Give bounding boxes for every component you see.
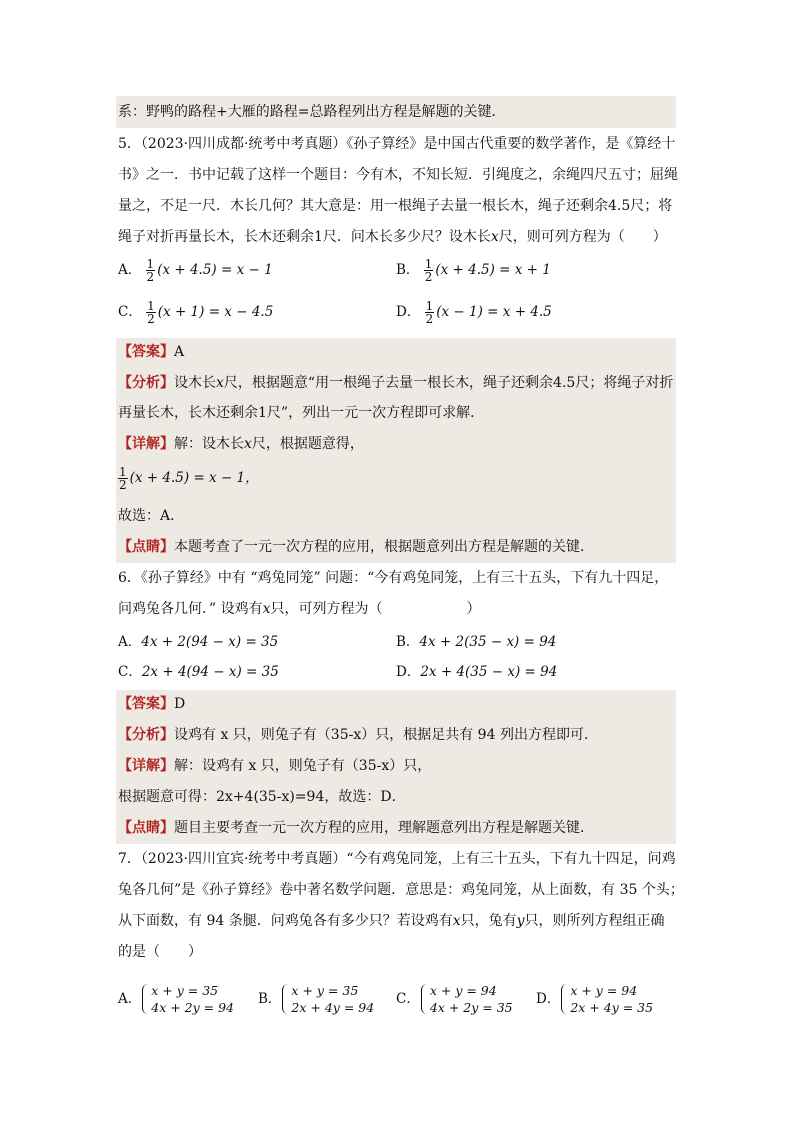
q5-stem-line-3: 量之，不足一尺．木长几何？其大意是：用一根绳子去量一根长木，绳子还剩余4.5尺；将 [118,198,673,214]
equation-system: x + y = 94 2x + 4y = 35 [560,982,653,1016]
q6-detail-2: 根据题意可得：2x+4(35-x)=94，故选：D． [118,789,406,805]
option-label: B． [396,262,420,278]
analysis-tag: 【分析】 [118,375,174,391]
analysis-tag: 【分析】 [118,727,174,743]
option-expression: 4x + 2(94 − x) = 35 [141,634,279,650]
q5-comment: 【点睛】本题考查了一元一次方程的应用，根据题意列出方程是解题的关键． [118,539,594,555]
q6-option-d[interactable] [396,662,557,682]
q5-analysis-line-2: 再量长木，长木还剩余1尺”，列出一元一次方程即可求解． [118,405,485,421]
q7-option-a[interactable] [118,982,234,1016]
fraction: $\frac{1}{2}$ [425,299,434,326]
q5-option-c[interactable] [118,300,273,325]
option-label: C． [118,664,142,680]
q6-option-b[interactable] [396,632,556,652]
q5-stem-line-1: 5．（2023·四川成都·统考中考真题）《孙子算经》是中国古代重要的数学著作，是《算经十 [118,136,676,152]
fraction: $\frac{1}{2}$ [424,257,433,284]
answer-value: A [174,344,185,360]
equation-system: x + y = 35 4x + 2y = 94 [141,982,234,1016]
option-label: A． [118,634,142,650]
answer-tag: 【答案】 [118,696,174,712]
q5-stem-line-4 [118,227,667,247]
q7-stem-line-3: 从下面数，有 94 条腿．问鸡兔各有多少只？若设鸡有x只，兔有y只，则所列方程组正确 [118,913,665,929]
q5-detail-line-1: 【详解】解：设木长x尺，根据题意得， [118,436,364,452]
q6-stem-line-2: 问鸡兔各几何．” 设鸡有x只，可列方程为（ ） [118,601,481,617]
q7-stem-line-2: 兔各几何”是《孙子算经》卷中著名数学问题．意思是：鸡兔同笼，从上面数，有 35 个头； [118,882,684,898]
answer-value: D [174,696,186,712]
option-expression: (x + 4.5) = x + 1 [435,262,551,278]
q5-option-a[interactable] [118,258,273,283]
option-label: A． [118,991,142,1007]
q5-option-d[interactable] [396,300,552,325]
option-label: D． [536,991,561,1007]
detail-tag: 【详解】 [118,436,174,452]
q7-variable-x: x [452,913,461,929]
option-label: C． [396,991,420,1007]
q5-answer [118,342,184,362]
option-expression: 4x + 2(35 − x) = 94 [419,634,557,650]
q7-option-d[interactable] [536,982,653,1016]
answer-tag: 【答案】 [118,344,174,360]
q6-detail: 【详解】解：设鸡有 x 只，则兔子有（35-x）只， [118,758,432,774]
detail-tag: 【详解】 [118,758,174,774]
q7-variable-y: y [516,913,525,929]
option-label: D． [396,304,421,320]
fraction: $\frac{1}{2}$ [147,299,155,326]
comment-tag: 【点睛】 [118,820,174,836]
equation-system: x + y = 94 4x + 2y = 35 [420,982,513,1016]
q5-option-b[interactable] [396,258,551,283]
q4-tail-text: 系：野鸭的路程+大雁的路程=总路程列出方程是解题的关键． [118,104,506,120]
q6-option-c[interactable] [118,662,279,682]
q6-answer [118,694,185,714]
q7-stem-line-1: 7．（2023·四川宜宾·统考中考真题）“今有鸡兔同笼，上有三十五头，下有九十四足，问鸡 [118,851,676,867]
q6-analysis: 【分析】设鸡有 x 只，则兔子有（35-x）只，根据足共有 94 列出方程即可． [118,727,598,743]
option-label: D． [396,664,421,680]
q6-stem-line-1: 6．《孙子算经》中有 “鸡兔同笼” 问题：“今有鸡兔同笼，上有三十五头，下有九十四足， [118,570,669,586]
option-label: A． [118,262,142,278]
q5-detail-equation: $\frac{1}{2}$ (x + 4.5) = x − 1， [119,465,259,492]
option-label: C． [118,304,142,320]
q6-option-a[interactable] [118,632,278,652]
option-expression: (x − 1) = x + 4.5 [436,304,552,320]
q6-variable-x: x [262,601,271,617]
option-label: B． [258,991,282,1007]
q7-stem-line-4: 的是（ ） [118,944,202,960]
option-expression: (x + 4.5) = x − 1 [157,262,273,278]
q5-stem-text-b: 尺，则可列方程为（ ） [498,229,667,245]
option-expression: 2x + 4(35 − x) = 94 [420,664,558,680]
q5-choose: 故选：A． [118,508,185,524]
q5-variable-x: x [490,229,499,245]
fraction: $\frac{1}{2}$ [146,257,155,284]
comment-tag: 【点睛】 [118,539,174,555]
q7-option-b[interactable] [258,982,374,1016]
q5-stem-text-a: 绳子对折再量长木，长木还剩余1尺．问木长多少尺？设木长 [118,229,491,245]
fraction: $\frac{1}{2}$ [119,465,127,492]
q7-option-c[interactable] [396,982,513,1016]
option-label: B． [396,634,420,650]
equation-system: x + y = 35 2x + 4y = 94 [281,982,374,1016]
q6-comment: 【点睛】题目主要考查一元一次方程的应用，理解题意列出方程是解题关键． [118,820,594,836]
q5-analysis-line-1: 【分析】设木长x尺，根据题意“用一根绳子去量一根长木，绳子还剩余4.5尺；将绳子对折 [118,375,674,391]
option-expression: (x + 1) = x − 4.5 [157,304,274,320]
q5-stem-line-2: 书》之一．书中记载了这样一个题目：今有木，不知长短．引绳度之，余绳四尺五寸；屈绳 [118,167,678,183]
option-expression: 2x + 4(94 − x) = 35 [141,664,279,680]
